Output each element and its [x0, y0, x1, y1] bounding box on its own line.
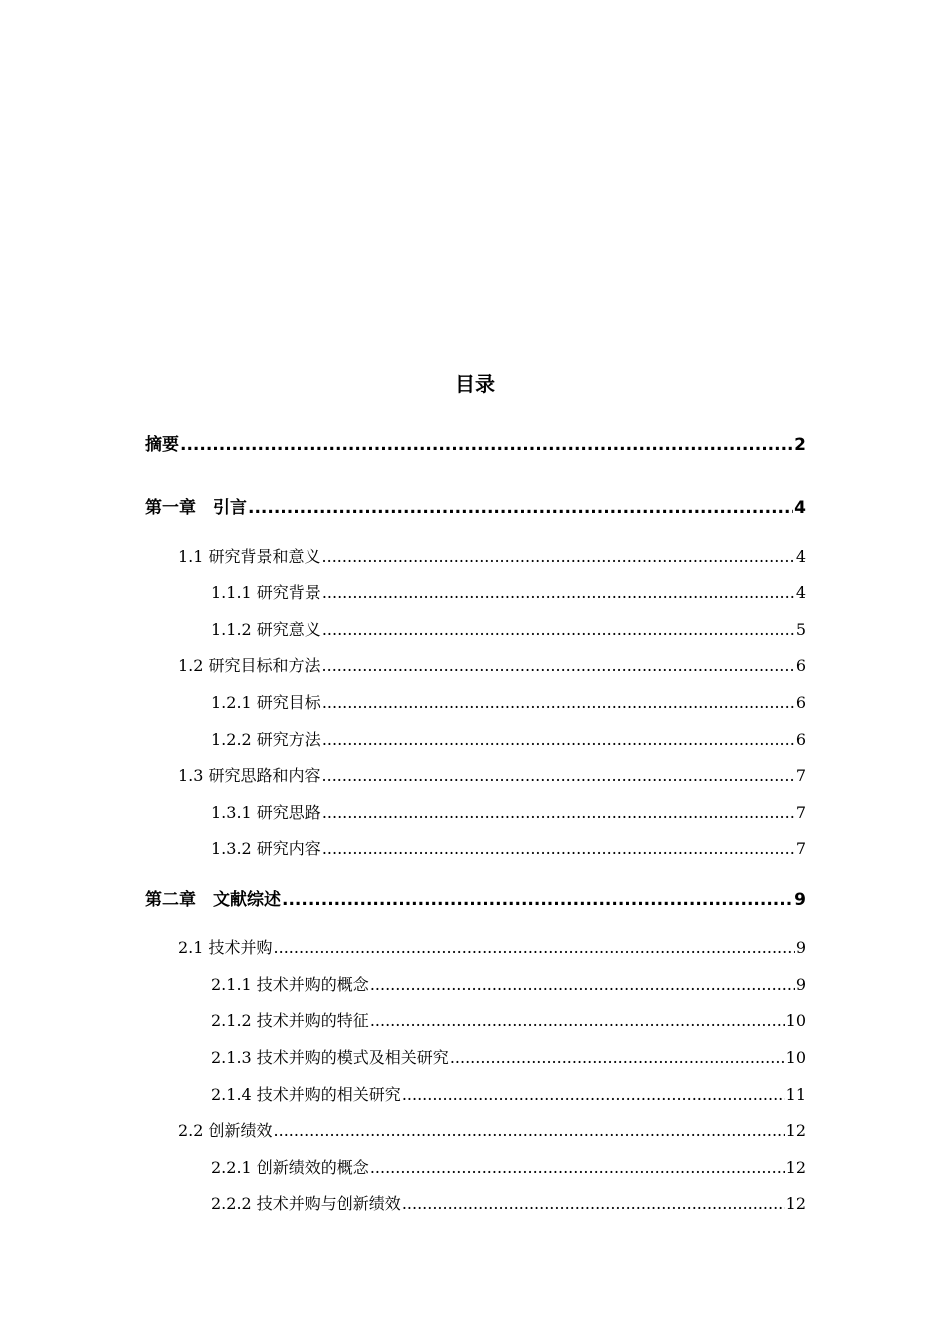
toc-entry-text: 2.2 创新绩效 [178, 1121, 273, 1140]
toc-entry[interactable] [211, 1008, 806, 1036]
toc-entry-text: 第二章 文献综述 [145, 890, 281, 910]
toc-leader-dots [322, 656, 795, 675]
toc-entry-page: 10 [785, 1048, 806, 1067]
toc-entry-page: 10 [785, 1011, 806, 1030]
toc-entry-page: 11 [785, 1085, 806, 1104]
toc-entry-page: 4 [795, 547, 806, 566]
toc-leader-dots [322, 839, 795, 858]
toc-entry-text: 1.2.2 研究方法 [211, 730, 321, 749]
toc-leader-dots [370, 1158, 785, 1177]
toc-entry-text: 2.1.1 技术并购的概念 [211, 975, 369, 994]
toc-leader-dots [322, 766, 795, 785]
toc-entry-text: 1.3.1 研究思路 [211, 803, 321, 822]
toc-entry[interactable] [211, 1082, 806, 1110]
toc-entry-page: 7 [795, 803, 806, 822]
toc-entry-text: 1.3.2 研究内容 [211, 839, 321, 858]
toc-title: 目录 [455, 372, 495, 396]
toc-entry-page: 6 [795, 693, 806, 712]
toc-entry-page: 12 [785, 1194, 806, 1213]
toc-entry[interactable] [178, 935, 806, 963]
toc-entry-text: 2.2.2 技术并购与创新绩效 [211, 1194, 401, 1213]
toc-entry-page: 9 [795, 975, 806, 994]
toc-entry[interactable] [211, 836, 806, 864]
toc-leader-dots [322, 583, 795, 602]
toc-entry[interactable] [145, 430, 806, 458]
toc-entry[interactable] [211, 1191, 806, 1219]
toc-leader-dots [402, 1194, 785, 1213]
toc-entry-page: 12 [785, 1158, 806, 1177]
toc-entry-page: 6 [795, 730, 806, 749]
toc-leader-dots [282, 890, 793, 910]
toc-entry-text: 2.1 技术并购 [178, 938, 273, 957]
toc-entry-text: 2.2.1 创新绩效的概念 [211, 1158, 369, 1177]
toc-entry-text: 摘要 [145, 435, 179, 455]
toc-entry-page: 4 [795, 583, 806, 602]
toc-entry[interactable] [211, 1155, 806, 1183]
toc-leader-dots [370, 975, 795, 994]
toc-leader-dots [370, 1011, 785, 1030]
toc-entry-page: 6 [795, 656, 806, 675]
toc-entry-page: 2 [794, 435, 806, 455]
toc-leader-dots [322, 620, 795, 639]
toc-leader-dots [322, 803, 795, 822]
toc-entry[interactable] [211, 727, 806, 755]
toc-entry-text: 1.2 研究目标和方法 [178, 656, 321, 675]
toc-entry[interactable] [211, 617, 806, 645]
toc-leader-dots [450, 1048, 785, 1067]
toc-entry[interactable] [211, 800, 806, 828]
toc-leader-dots [322, 730, 795, 749]
toc-leader-dots [248, 498, 793, 518]
toc-entry[interactable] [211, 580, 806, 608]
toc-entry-text: 2.1.4 技术并购的相关研究 [211, 1085, 401, 1104]
toc-entry-page: 5 [795, 620, 806, 639]
toc-entry-text: 1.2.1 研究目标 [211, 693, 321, 712]
toc-entry-text: 1.1.2 研究意义 [211, 620, 321, 639]
toc-entry-page: 9 [794, 890, 806, 910]
toc-entry-text: 2.1.3 技术并购的模式及相关研究 [211, 1048, 449, 1067]
toc-entry-text: 1.1.1 研究背景 [211, 583, 321, 602]
toc-leader-dots [322, 547, 795, 566]
toc-entry-text: 2.1.2 技术并购的特征 [211, 1011, 369, 1030]
toc-entry-page: 7 [795, 766, 806, 785]
toc-entry[interactable] [178, 544, 806, 572]
toc-entry-page: 9 [795, 938, 806, 957]
toc-entry-page: 4 [794, 498, 806, 518]
toc-entry-page: 12 [785, 1121, 806, 1140]
toc-leader-dots [274, 1121, 785, 1140]
toc-entry[interactable] [178, 653, 806, 681]
toc-entry[interactable] [211, 1045, 806, 1073]
toc-entry-text: 第一章 引言 [145, 498, 247, 518]
toc-leader-dots [274, 938, 795, 957]
toc-leader-dots [322, 693, 795, 712]
toc-entry-text: 1.3 研究思路和内容 [178, 766, 321, 785]
toc-leader-dots [180, 435, 793, 455]
toc-entry[interactable] [178, 1118, 806, 1146]
toc-entry-text: 1.1 研究背景和意义 [178, 547, 321, 566]
toc-entry[interactable] [211, 972, 806, 1000]
toc-entry[interactable] [145, 493, 806, 521]
toc-entry[interactable] [211, 690, 806, 718]
toc-entry[interactable] [178, 763, 806, 791]
toc-leader-dots [402, 1085, 785, 1104]
toc-entry-page: 7 [795, 839, 806, 858]
toc-entry[interactable] [145, 885, 806, 913]
